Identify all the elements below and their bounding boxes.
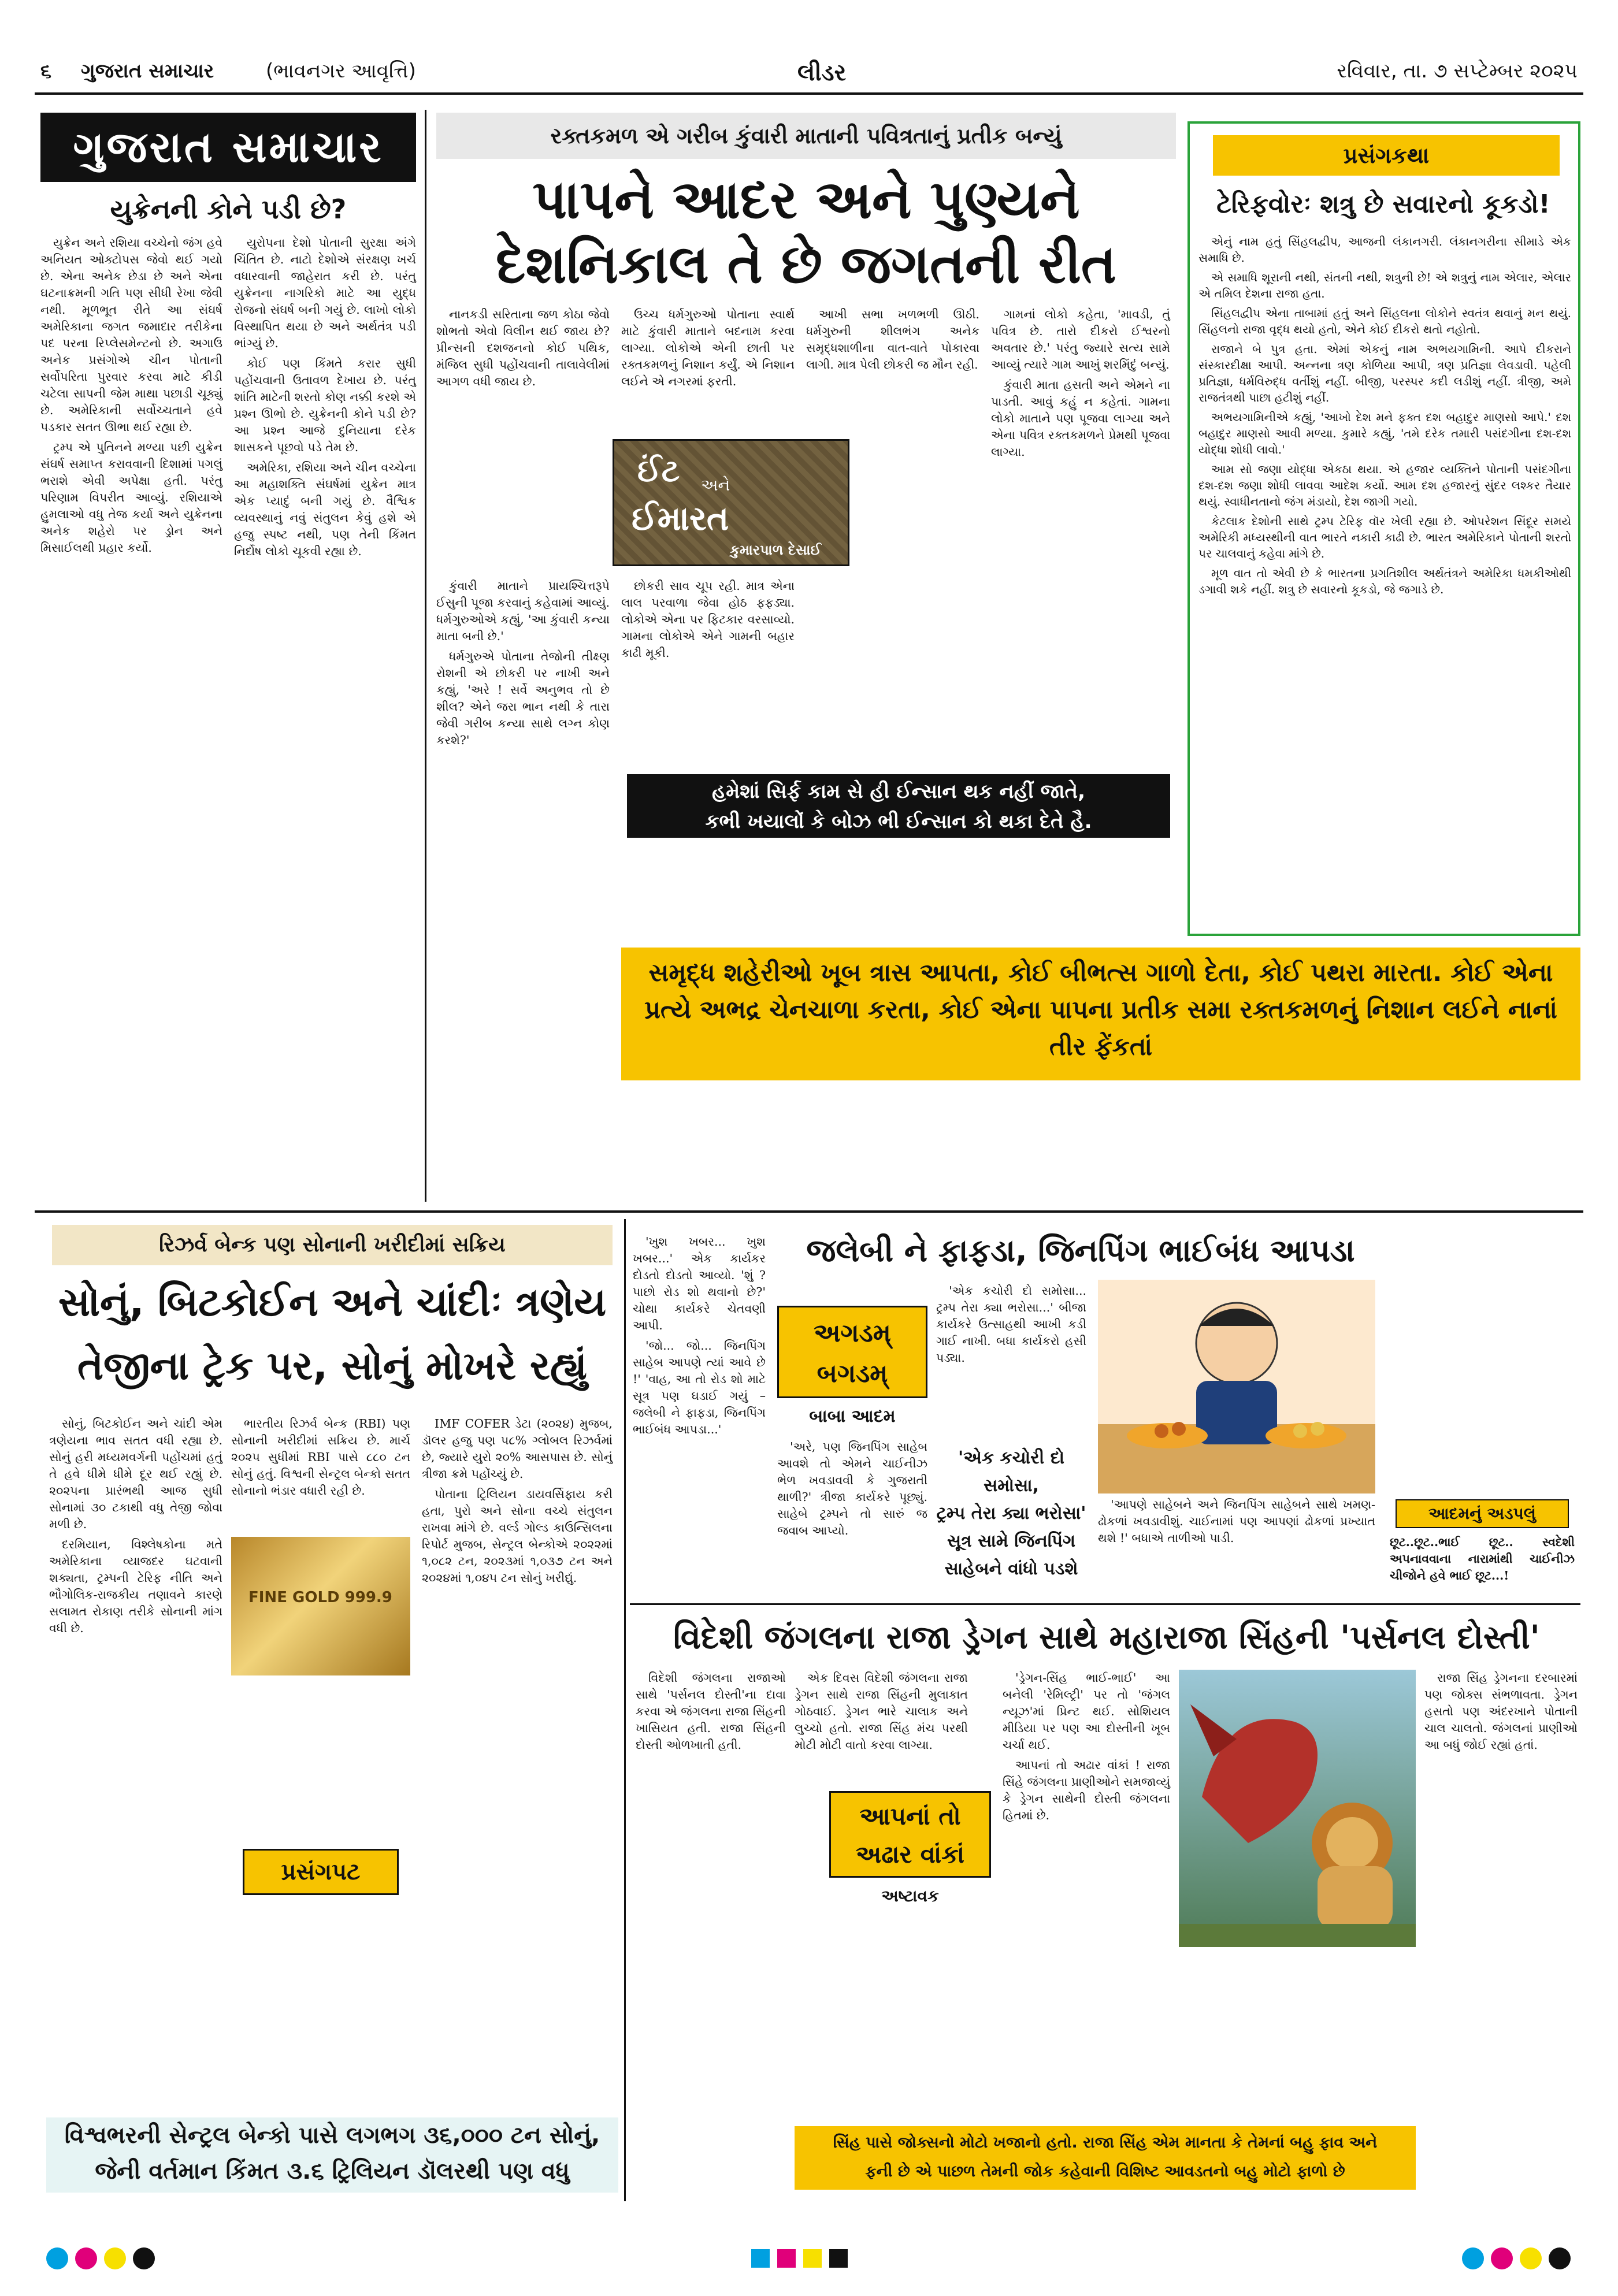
prasangkatha-paragraph: એનું નામ હતું સિંહલદ્વીપ, આજની લંકાનગરી. લંકાનગરીના સીમાડે એક સમાધિ છે. (1198, 235, 1571, 265)
jalebi-quote-line3: સૂત્ર સામે જિનપિંગ (947, 1531, 1076, 1551)
gold-col-3 (422, 1416, 613, 2109)
lead-col-1 (436, 306, 610, 456)
gold-col-1 (49, 1416, 222, 2109)
lead-paragraph: ઉચ્ચ ધર્મગુરુઓ પોતાના સ્વાર્થ માટે કુંવારી માતાને બદનામ કરવા લાગ્યા. લોકોએ એની છાતી પર રક્તકમળનું નિશાન કર્યું. એ નિશાન લઈને એ નગરમાં ફરતી. (621, 307, 795, 388)
prasangkatha-label-text: પ્રસંગકથા (1343, 143, 1430, 168)
page-number: ૬ (40, 60, 52, 83)
prasangkatha-paragraph: રાજાને બે પુત્ર હતા. એમાં એકનું નામ અભયગામિની. આપે દીકરાને સંસ્કારદીક્ષા આપી. અન્નના ત્રણ કોળિયા આપી, ત્રણ પ્રતિજ્ઞા લેવડાવી. પહેલી પ્રતિજ્ઞા, ધર્મવિરુદ્ધ વર્તીશું નહીં. બીજી, પરસ્પર કદી લડીશું નહીં. ત્રીજી, અમે રાજતંત્રથી પાછા હટીશું નહીં. (1198, 342, 1571, 404)
lion-paragraph: એક દિવસ વિદેશી જંગલના રાજા ડ્રેગન સાથે રાજા સિંહની મુલાકાત ગોઠવાઈ. ડ્રેગન ભારે ચાલાક અને લુચ્ચો હતો. રાજા સિંહ મંચ પરથી મોટી મોટી વાતો કરવા લાગ્યા. (795, 1671, 968, 1752)
lead-quote-box (627, 774, 1170, 838)
jalebi-headline: જલેબી ને ફાફડા, જિનપિંગ ભાઈબંધ આપડા (806, 1232, 1355, 1269)
lead-paragraph: કુંવારી માતાને પ્રાયશ્ચિત્તરૂપે ઈસુની પૂજા કરવાનું કહેવામાં આવ્યું. ધર્મગુરુઓએ કહ્યું, 'આ કુંવારી કન્યા માતા બની છે.' (436, 579, 610, 643)
editorial-paragraph: અમેરિકા, રશિયા અને ચીન વચ્ચેના આ મહાશક્તિ સંઘર્ષમાં યુક્રેન માત્ર એક પ્યાદું બની ગયું છે. વૈશ્વિક વ્યવસ્થાનું નવું સંતુલન કેવું હશે એ હજુ સ્પષ્ટ નથી, પણ તેની કિંમત નિર્દોષ લોકો ચૂકવી રહ્યા છે. (234, 460, 416, 558)
column-title-c: ઈમારત (632, 499, 729, 538)
jalebi-paragraph: 'ખુશ ખબર... ખુશ ખબર...' એક કાર્યકર દોડતો દોડતો આવ્યો. 'શું ? પાછો રોડ શો થવાનો છે?' ચોથા કાર્યકરે ચેતવણી આપી. (633, 1235, 766, 1332)
jalebi-paragraph: 'આપણે સાહેબને અને જિનપિંગ સાહેબને સાથે ખમણ-ઢોકળાં ખવડાવીશું. ચાઈનામાં પણ આપણાં ઢોકળાં પ્રખ્યાત થશે !' બધાએ તાળીઓ પાડી. (1098, 1498, 1375, 1545)
lead-callout (621, 948, 1580, 1080)
jalebi-cartoon (1098, 1280, 1375, 1493)
lion-dragon-art (1179, 1670, 1416, 1947)
jalebi-pull-quote (936, 1444, 1086, 1579)
jalebi-column-label (777, 1306, 927, 1398)
column-title-a: ઈંટ (637, 452, 680, 489)
gold-bottom-banner (46, 2117, 618, 2193)
lion-col-3 (1003, 1670, 1170, 2120)
header-rule (35, 92, 1583, 95)
prasangkatha-paragraph: એ સમાધિ શૂરાની નથી, સંતની નથી, શત્રુની છે! એ શત્રુનું નામ એલાર, એલાર એ તમિલ દેશના રાજા હતા. (1198, 270, 1571, 300)
lion-paragraph: વિદેશી જંગલના રાજાઓ સાથે 'પર્સનલ દોસ્તી'ના દાવા કરવા એ જંગલના રાજા સિંહની ખાસિયત હતી. રાજા સિંહની દોસ્તી ઓળખાતી હતી. (636, 1671, 786, 1752)
registration-dot (104, 2247, 126, 2269)
gold-paragraph: IMF COFER ડેટા (૨૦૨૪) મુજબ, ડૉલર હજુ પણ ૫૮% ગ્લોબલ રિઝર્વમાં છે, જ્યારે યુરો ૨૦% આસપાસ છે. સોનું ત્રીજા ક્રમે પહોંચ્યું છે. (422, 1417, 613, 1481)
registration-dot (1520, 2247, 1542, 2269)
editorial-paragraph: યુક્રેન અને રશિયા વચ્ચેનો જંગ હવે અનિયત ઓક્ટોપસ જેવો થઈ ગયો છે. એના અનેક છેડા છે અને એના ઘટનાક્રમની ગતિ પણ સીધી રેખા જેવી નથી. મૂળભૂત રીતે આ સંઘર્ષ અમેરિકાના જગત જમાદાર તરીકેના પદ પરના રિપ્લેસમેન્ટનો છે. અગાઉ અનેક પ્રસંગોએ ચીન પોતાની સર્વોપરિતા પુરવાર કરવા માટે કીડી ચટેલા સાપની જેમ માથા પછાડી ચૂક્યું છે. અમેરિકાની સર્વોચ્ચતાને હવે પડકાર સતત ઊભા થઈ રહ્યા છે. (40, 236, 222, 434)
jalebi-label-line2: બગડમ્ (817, 1359, 888, 1388)
page-header (35, 55, 1583, 90)
lion-headline: વિદેશી જંગલના રાજા ડ્રેગન સાથે મહારાજા સિંહની 'પર્સનલ દોસ્તી' (673, 1619, 1540, 1656)
lead-paragraph: આખી સભા ખળભળી ઊઠી. ધર્મગુરુની શીલભંગ અનેક સમૃદ્ધશાળીના વાત-વાતે પોકારવા લાગી. માત્ર પેલી છોકરી જ મૌન રહી. (806, 307, 979, 371)
jalebi-label-line1: અગડમ્ (814, 1318, 891, 1348)
prasangkatha-label (1213, 135, 1560, 176)
registration-square (751, 2249, 770, 2268)
editorial-paragraph: યુરોપના દેશો પોતાની સુરક્ષા અંગે ચિંતિત છે. નાટો દેશોએ સંરક્ષણ ખર્ચ વધારવાની જાહેરાત કરી છે. પરંતુ યુક્રેનના નાગરિકો માટે આ યુદ્ધ રોજનો સંઘર્ષ બની ગયું છે. લાખો લોકો વિસ્થાપિત થયા છે અને અર્થતંત્ર પડી ભાંગ્યું છે. (234, 236, 416, 350)
gold-bars-photo (231, 1537, 410, 1675)
masthead (40, 113, 416, 182)
lion-paragraph: રાજા સિંહ ડ્રેગનના દરબારમાં પણ જોક્સ સંભળાવતા. ડ્રેગન હસતો પણ અંદરખાને પોતાની ચાલ ચાલતો. જંગલનાં પ્રાણીઓ આ બધું જોઈ રહ્યાં હતાં. (1424, 1671, 1578, 1752)
jalebi-paragraph: 'જો... જો... જિનપિંગ સાહેબ આપણે ત્યાં આવે છે !' 'વાહ, આ તો રોડ શો માટે સૂત્ર પણ ઘડાઈ ગયું – જલેબી ને ફાફડા, જિનપિંગ ભાઈબંધ આપડા...' (633, 1339, 766, 1436)
editorial-heading: યુક્રેનની કોને પડી છે? (110, 194, 347, 225)
gold-bottom-line1: વિશ્વભરની સેન્ટ્રલ બેન્કો પાસે લગભગ ૩૬,૦૦૦ ટન સોનું, (64, 2122, 600, 2149)
column-title-b: અને (701, 475, 730, 495)
lead-kicker-text: રક્તકમળ એ ગરીબ કુંવારી માતાની પવિત્રતાનું પ્રતીક બન્યું (550, 123, 1062, 148)
lion-dragon-illustration (1179, 1670, 1416, 1947)
gold-label (243, 1849, 399, 1895)
lion-paragraph: 'ડ્રેગન-સિંહ ભાઈ-ભાઈ' આ બનેલી 'રેમિલ્ટ્રી' પર તો 'જંગલ ન્યૂઝ'માં પ્રિન્ટ થઈ. સોશિયલ મીડિયા પર પણ આ દોસ્તીની ખૂબ ચર્ચા થઈ. (1003, 1671, 1170, 1752)
jalebi-quote-line2: ટ્રમ્પ તેરા ક્યા ભરોસા' (936, 1503, 1086, 1524)
lead-kicker (436, 113, 1176, 159)
lion-paragraph: આપનાં તો અઢાર વાંકાં ! રાજા સિંહે જંગલના પ્રાણીઓને સમજાવ્યું કે ડ્રેગન સાથેની દોસ્તી જંગલના હિતમાં છે. (1003, 1758, 1171, 1822)
edition: (ભાવનગર આવૃત્તિ) (266, 60, 416, 83)
jalebi-mini-heading-text: આદમનું અડપલું (1428, 1504, 1536, 1523)
jalebi-quote-line4: સાહેબને વાંધો પડશે (944, 1559, 1078, 1579)
registration-dot (133, 2247, 155, 2269)
lead-callout-text: સમૃદ્ધ શહેરીઓ ખૂબ ત્રાસ આપતા, કોઈ બીભત્સ ગાળો દેતા, કોઈ પથરા મારતા. કોઈ એના પ્રત્યે અભદ્ર ચેનચાળા કરતા, કોઈ એના પાપના પ્રતીક સમા રક્તકમળનું નિશાન લઈને નાનાં તીર ફેંકતાં (644, 958, 1557, 1061)
registration-marks (0, 2242, 1618, 2276)
registration-dot (1549, 2247, 1571, 2269)
jalebi-mini-text: છૂટ..છૂટ..ભાઈ છૂટ.. સ્વદેશી અપનાવવાના નારામાંથી ચાઈનીઝ ચીજોને હવે ભાઈ છૂટ...! (1390, 1535, 1575, 1582)
lion-col-1 (636, 1670, 786, 2120)
lead-headline (436, 168, 1176, 300)
cartoon-illustration (1098, 1280, 1375, 1493)
registration-square (777, 2249, 796, 2268)
lead-paragraph: કુંવારી માતા હસતી અને એમને ના પાડતી. આવું કહું ન કહેતાં. ગામના લોકો માતાને પણ પૂજવા લાગ્યા અને એના પવિત્ર રક્તકમળને પ્રેમથી પૂજવા લાગ્યા. (991, 378, 1170, 459)
lead-quote-line2: કભી ખયાલોં કે બોઝ ભી ઈન્સાન કો થકા દેતે હૈ. (705, 810, 1092, 833)
lead-col-4 (621, 578, 795, 768)
masthead-title: ગુજરાત સમાચાર (73, 122, 384, 172)
prasangkatha-paragraph: સિંહલદ્વીપ એના તાબામાં હતું અને સિંહલના લોકોને સ્વતંત્ર થવાનું મન થયું. સિંહલનો રાજા વૃદ્ધ થયો હતો, એને કોઈ દીકરો થતો નહોતો. (1198, 306, 1571, 336)
column-author: કુમારપાળ દેસાઈ (730, 542, 821, 558)
lion-label-line2: અઢાર વાંકાં (855, 1840, 965, 1868)
prasangkatha-paragraph: અભયગામિનીએ કહ્યું, 'આખો દેશ મને ફક્ત દશ બહાદુર માણસો આપે.' દશ બહાદુર માણસો આવી મળ્યા. કુમારે કહ્યું, 'તમે દરેક તમારી પસંદગીના દશ-દશ યોદ્ધા શોધી લાવો.' (1198, 410, 1571, 456)
editorial (40, 191, 416, 1208)
lead-headline-line1: પાપને આદર અને પુણ્યને (532, 169, 1080, 231)
lead-paragraph: ગામનાં લોકો કહેતા, 'માવડી, તું પવિત્ર છે. તારો દીકરો ઈશ્વરનો અવતાર છે.' પરંતુ જ્યારે સત્ય સામે આવ્યું ત્યારે ગામ આખું શરમિંદું બન્યું. (991, 307, 1170, 371)
registration-dot (1462, 2247, 1484, 2269)
lion-col-4 (1424, 1670, 1578, 2190)
gold-paragraph: દરમિયાન, વિશ્લેષકોના મતે અમેરિકાના વ્યાજદર ઘટવાની શક્યતા, ટ્રમ્પની ટેરિફ નીતિ અને ભૌગોલિક-રાજકીય તણાવને કારણે સલામત રોકાણ તરીકે સોનાની માંગ વધી છે. (49, 1537, 222, 1635)
prasangkatha-body (1198, 233, 1571, 927)
editorial-paragraph: ટ્રમ્પ એ પુતિનને મળ્યા પછી યુક્રેન સંઘર્ષ સમાપ્ત કરાવવાની દિશામાં પગલું ભરાશે એવી અપેક્ષા હતી. પરંતુ પરિણામ વિપરીત આવ્યું. રશિયાએ હુમલાઓ વધુ તેજ કર્યા અને યુક્રેનના અનેક શહેરો પર ડ્રોન અને મિસાઈલથી પ્રહાર કર્યો. (40, 440, 222, 555)
jalebi-paragraph: 'એક કચોરી દો સમોસા... ટ્રમ્પ તેરા ક્યા ભરોસા...' બીજા કાર્યકરે ઉત્સાહથી આખી કડી ગાઈ નાખી. બધા કાર્યકરો હસી પડ્યા. (936, 1284, 1086, 1365)
gold-headline (46, 1271, 618, 1404)
editorial-paragraph: કોઈ પણ કિંમતે કરાર સુધી પહોંચવાની ઉતાવળ દેખાય છે. પરંતુ શાંતિ માટેની શરતો કોણ નક્કી કરશે એ પ્રશ્ન ઊભો છે. યુક્રેનની કોને પડી છે? આ પ્રશ્ન આજે દુનિયાના દરેક શાસકને પૂછવો પડે તેમ છે. (234, 356, 417, 454)
section-name: લીડર (797, 60, 847, 86)
registration-dot (46, 2247, 68, 2269)
lead-col-2 (621, 306, 795, 456)
divider (624, 1219, 626, 2201)
jalebi-mini-column (1384, 1228, 1580, 1597)
gold-kicker-text: રિઝર્વ બેન્ક પણ સોનાની ખરીદીમાં સક્રિય (159, 1233, 506, 1257)
gold-label-text: પ્રસંગપટ (281, 1859, 361, 1885)
gold-bar-label: FINE GOLD 999.9 (248, 1589, 392, 1606)
jalebi-col-1 (633, 1234, 766, 1592)
lion-bottom-line1: સિંહ પાસે જોક્સનો મોટો ખજાનો હતો. રાજા સિંહ એમ માનતા કે તેમનાં બહુ ફાવ અને (833, 2134, 1378, 2152)
registration-dot (1491, 2247, 1513, 2269)
lead-paragraph: છોકરી સાવ ચૂપ રહી. માત્ર એના લાલ પરવાળા જેવા હોઠ ફફડ્યા. લોકોએ એના પર ફિટકાર વરસાવ્યો. ગામના લોકોએ એને ગામની બહાર કાઢી મૂકી. (621, 579, 795, 660)
editorial-body (40, 235, 416, 562)
divider (425, 110, 426, 1202)
lead-col-3 (436, 578, 610, 890)
section-rule (630, 1603, 1580, 1605)
jalebi-col-3 (777, 1439, 927, 1589)
paper-name: ગુજરાત સમાચાર (81, 60, 214, 83)
prasangkatha-paragraph: કેટલાક દેશોની સાથે ટ્રમ્પ ટેરિફ વૉર ખેલી રહ્યા છે. ઓપરેશન સિંદૂર સમયે અમેરિકી મધ્યસ્થીની વાત ભારતે નકારી કાઢી છે. ભારત અમેરિકાને પોતાની શરતો પર ચાલવાનું કહેવા માંગે છે. (1198, 514, 1571, 560)
gold-headline-line1: સોનું, બિટકોઈન અને ચાંદીઃ ત્રણેય (58, 1280, 607, 1325)
gold-paragraph: સોનું, બિટકોઈન અને ચાંદી એમ ત્રણેયના ભાવ સતત વધી રહ્યા છે. સોનું હરી મધ્યમવર્ગની પહોંચમાં હતું તે હવે ધીમે ધીમે દૂર થઈ રહ્યું છે. ૨૦૨૫ના પ્રારંભથી આજ સુધી સોનામાં ૩૦ ટકાથી વધુ તેજી જોવા મળી છે. (49, 1417, 222, 1531)
date: રવિવાર, તા. ૭ સપ્ટેમ્બર ૨૦૨૫ (1337, 60, 1578, 83)
prasangkatha-paragraph: આમ સો જણા યોદ્ધા એકઠા થયા. એ હજાર વ્યક્તિને પોતાની પસંદગીના દશ-દશ જણા શોધી લાવવા આદેશ કર્યો. આમ દશ હજારનું સુંદર લશ્કર તૈયાર થયું. સ્વાધીનતાનો જંગ મંડાયો, દેશ જાગી ગયો. (1198, 462, 1571, 508)
lion-author: અષ્ટાવક (881, 1886, 939, 1905)
prasangkatha-box (1187, 121, 1580, 936)
jalebi-col-4 (1098, 1496, 1375, 1595)
lion-bottom-line2: ફની છે એ પાછળ તેમની જોક કહેવાની વિશિષ્ટ આવડતનો બહુ મોટો ફાળો છે (865, 2163, 1345, 2180)
gold-headline-line2: તેજીના ટ્રેક પર, સોનું મોખરે રહ્યું (77, 1343, 588, 1389)
lead-headline-line2: દેશનિકાલ તે છે જગતની રીત (496, 233, 1116, 295)
registration-dot (75, 2247, 97, 2269)
lead-paragraph: નાનકડી સરિતાના જળ કોઠા જેવો શોભતો એવો વિલીન થઈ જાય છે? પ્રીન્સની દશજનનો કોઈ પથિક, મંજિલ સુધી પહોંચવાની તાલાવેલીમાં આગળ વધી જાય છે. (436, 307, 610, 388)
lion-column-label (829, 1791, 991, 1878)
gold-paragraph: પોતાના ટ્રિલિયન ડાયવર્સિફાય કરી હતા, પુરો અને સોના વચ્ચે સંતુલન રાખવા માંગે છે. વર્લ્ડ ગોલ્ડ કાઉન્સિલના રિપોર્ટ મુજબ, સેન્ટ્રલ બેન્કોએ ૨૦૨૨માં ૧,૦૮૨ ટન, ૨૦૨૩માં ૧,૦૩૭ ટન અને ૨૦૨૪માં ૧,૦૪૫ ટન સોનું ખરીદ્યું. (422, 1487, 613, 1585)
jalebi-paragraph: 'અરે, પણ જિનપિંગ સાહેબ આવશે તો એમને ચાઈનીઝ ભેળ ખવડાવવી કે ગુજરાતી થાળી?' ત્રીજા કાર્યકરે પૂછ્યું. સાહેબે ટ્રમ્પને તો સારું જ જવાબ આપ્યો. (777, 1440, 927, 1537)
gold-bottom-line2: જેની વર્તમાન કિંમત ૩.૬ ટ્રિલિયન ડૉલરથી પણ વધુ (95, 2158, 570, 2184)
lion-bottom-banner (795, 2126, 1416, 2190)
lead-col-5 (806, 306, 979, 768)
section-rule (35, 1210, 1583, 1213)
prasangkatha-title: ટેરિફવોરઃ શત્રુ છે સવારનો કૂકડો! (1216, 190, 1550, 219)
prasangkatha-paragraph: મૂળ વાત તો એવી છે કે ભારતના પ્રગતિશીલ અર્થતંત્રને અમેરિકા ધમકીઓથી ડગાવી શકે નહીં. શત્રુ છે સવારનો કૂકડો, જે જગાડે છે. (1198, 566, 1571, 596)
lead-paragraph: ધર્મગુરુએ પોતાના તેજોની તીક્ષ્ણ રોશની એ છોકરી પર નાખી અને કહ્યું, 'અરે ! સર્વે અનુભવ તો છે શીલ? એને જરા ભાન નથી કે તારા જેવી ગરીબ કન્યા સાથે લગ્ન કોણ કરશે?' (436, 649, 610, 747)
lion-label-line1: આપનાં તો (859, 1802, 961, 1830)
registration-square (829, 2249, 848, 2268)
lead-quote-line1: હમેશાં સિર્ફ કામ સે હી ઈન્સાન થક નહીં જાતે, (712, 780, 1085, 803)
jalebi-author: બાબા આદમ (809, 1406, 896, 1426)
registration-square (803, 2249, 822, 2268)
gold-col-2 (231, 1416, 410, 1531)
jalebi-mini-heading (1396, 1499, 1569, 1528)
gold-paragraph: ભારતીય રિઝર્વ બેન્ક (RBI) પણ સોનાની ખરીદીમાં સક્રિય છે. માર્ચ ૨૦૨૫ સુધીમાં RBI પાસે ૮૮૦ ટન સોનું હતું. વિશ્વની સેન્ટ્રલ બેન્કો સતત સોનાનો ભંડાર વધારી રહી છે. (231, 1417, 410, 1498)
gold-kicker (52, 1225, 613, 1265)
jalebi-quote-line1: 'એક કચોરી દો સમોસા, (958, 1448, 1064, 1496)
lead-col-6 (991, 306, 1170, 768)
